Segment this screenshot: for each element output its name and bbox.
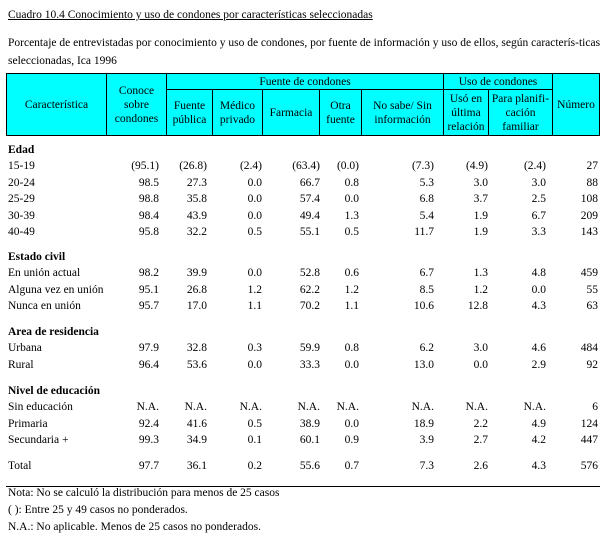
cell-medico-privado: 0.0 <box>247 358 262 371</box>
cell-no-sabe: (7.3) <box>411 160 434 172</box>
row-label: Alguna vez en unión <box>8 283 104 296</box>
cell-no-sabe: 8.5 <box>419 283 434 296</box>
cell-planificacion: N.A. <box>523 401 546 413</box>
cell-planificacion: 3.0 <box>531 176 546 189</box>
section-heading: Nivel de educación <box>8 385 100 397</box>
row-label: Secundaria + <box>8 434 69 446</box>
cell-medico-privado: 0.2 <box>247 460 262 472</box>
cell-fuente-publica: 34.9 <box>186 434 207 446</box>
cell-no-sabe: 6.8 <box>419 193 434 205</box>
footnote: N.A.: No aplicable. Menos de 25 casos no ponderados. <box>8 521 261 533</box>
cell-otra-fuente: 0.0 <box>344 193 359 205</box>
cell-no-sabe: 13.0 <box>413 358 434 371</box>
cell-otra-fuente: 1.3 <box>344 209 359 222</box>
cell-planificacion: (2.4) <box>523 160 546 172</box>
cell-medico-privado: 1.2 <box>247 283 262 296</box>
cell-conoce: 97.9 <box>138 342 159 354</box>
cell-farmacia: 66.7 <box>299 176 320 189</box>
section-heading: Edad <box>8 144 35 156</box>
cell-conoce: (95.1) <box>131 160 159 172</box>
cell-uso-ultima: 1.9 <box>473 226 488 238</box>
row-label: 40-49 <box>8 226 35 238</box>
cell-medico-privado: 0.5 <box>247 417 262 430</box>
cell-conoce: 98.4 <box>138 209 159 222</box>
cell-conoce: 92.4 <box>138 417 159 430</box>
cell-numero: 459 <box>580 267 598 279</box>
cell-numero: 92 <box>586 358 598 371</box>
cell-planificacion: 2.5 <box>531 193 546 205</box>
cell-otra-fuente: 0.7 <box>344 460 359 472</box>
cell-fuente-publica: N.A. <box>184 401 207 413</box>
header-no-sabe: No sabe/ Sin información <box>362 90 444 135</box>
cell-medico-privado: 0.0 <box>247 267 262 279</box>
cell-farmacia: 33.3 <box>299 358 320 371</box>
cell-planificacion: 4.3 <box>531 300 546 312</box>
cell-farmacia: (63.4) <box>292 160 320 172</box>
cell-planificacion: 4.6 <box>531 342 546 354</box>
cell-fuente-publica: 17.0 <box>186 300 207 312</box>
cell-conoce: 98.5 <box>138 176 159 189</box>
header-numero: Número <box>557 98 595 111</box>
cell-fuente-publica: 41.6 <box>186 417 207 430</box>
cell-planificacion: 4.9 <box>531 417 546 430</box>
cell-no-sabe: 18.9 <box>413 417 434 430</box>
cell-fuente-publica: 35.8 <box>186 193 207 205</box>
cell-uso-ultima: N.A. <box>465 401 488 413</box>
cell-farmacia: 57.4 <box>299 193 320 205</box>
cell-uso-ultima: 3.0 <box>473 176 488 189</box>
table-title: Cuadro 10.4 Conocimiento y uso de condones por características seleccionadas <box>8 9 373 21</box>
cell-uso-ultima: 2.2 <box>473 417 488 430</box>
cell-otra-fuente: 0.0 <box>344 417 359 430</box>
cell-planificacion: 3.3 <box>531 226 546 238</box>
cell-fuente-publica: 27.3 <box>186 176 207 189</box>
footnote: ( ): Entre 25 y 49 casos no ponderados. <box>8 504 188 516</box>
cell-conoce: 95.1 <box>138 283 159 296</box>
cell-fuente-publica: 53.6 <box>186 358 207 371</box>
footnote: Nota: No se calculó la distribución para menos de 25 casos <box>8 487 280 499</box>
cell-uso-ultima: 12.8 <box>467 300 488 312</box>
cell-otra-fuente: 0.5 <box>344 226 359 238</box>
cell-numero: 108 <box>580 193 598 205</box>
table-subtitle: Porcentaje de entrevistadas por conocimiento y uso de condones, por fuente de información y uso de ellos, según caracterís-ticas seleccionadas, Ica 1996 <box>8 37 601 67</box>
cell-medico-privado: 0.0 <box>247 176 262 189</box>
cell-medico-privado: 0.5 <box>247 226 262 238</box>
header-uso-group: Uso de condones <box>444 74 553 89</box>
cell-farmacia: 70.2 <box>299 300 320 312</box>
cell-conoce: 98.2 <box>138 267 159 279</box>
cell-conoce: 99.3 <box>138 434 159 446</box>
cell-otra-fuente: 0.8 <box>344 342 359 354</box>
cell-conoce: 97.7 <box>138 460 159 472</box>
cell-conoce: 98.8 <box>138 193 159 205</box>
section-heading: Area de residencia <box>8 326 99 338</box>
row-label: Total <box>8 460 32 472</box>
cell-numero: 6 <box>592 401 598 413</box>
cell-uso-ultima: (4.9) <box>465 160 488 172</box>
cell-numero: 484 <box>580 342 598 354</box>
header-fuente-group: Fuente de condones <box>167 74 444 89</box>
cell-farmacia: 38.9 <box>299 417 320 430</box>
table-header <box>6 73 600 136</box>
cell-numero: 27 <box>586 160 598 172</box>
cell-conoce: 96.4 <box>138 358 159 371</box>
header-medico-privado: Médico privado <box>213 90 263 135</box>
cell-otra-fuente: 1.1 <box>344 300 359 312</box>
cell-uso-ultima: 0.0 <box>473 358 488 371</box>
row-label: 30-39 <box>8 209 35 222</box>
cell-fuente-publica: 39.9 <box>186 267 207 279</box>
cell-uso-ultima: 1.9 <box>473 209 488 222</box>
cell-numero: 143 <box>580 226 598 238</box>
cell-uso-ultima: 3.7 <box>473 193 488 205</box>
cell-farmacia: N.A. <box>297 401 320 413</box>
cell-farmacia: 60.1 <box>299 434 320 446</box>
cell-fuente-publica: 26.8 <box>186 283 207 296</box>
cell-planificacion: 4.8 <box>531 267 546 279</box>
cell-planificacion: 4.2 <box>531 434 546 446</box>
cell-conoce: 95.8 <box>138 226 159 238</box>
cell-numero: 124 <box>580 417 598 430</box>
cell-planificacion: 2.9 <box>531 358 546 371</box>
cell-farmacia: 55.6 <box>299 460 320 472</box>
row-label: 20-24 <box>8 176 35 189</box>
header-conoce: Conoce sobre condones <box>107 74 167 135</box>
header-planificacion: Para planifi-cación familiar <box>489 90 553 135</box>
cell-planificacion: 0.0 <box>531 283 546 296</box>
cell-numero: 55 <box>586 283 598 296</box>
cell-uso-ultima: 2.7 <box>473 434 488 446</box>
cell-no-sabe: 5.3 <box>419 176 434 189</box>
cell-fuente-publica: 36.1 <box>186 460 207 472</box>
cell-medico-privado: N.A. <box>239 401 262 413</box>
cell-otra-fuente: 0.9 <box>344 434 359 446</box>
cell-medico-privado: (2.4) <box>239 160 262 172</box>
cell-otra-fuente: 0.8 <box>344 176 359 189</box>
cell-otra-fuente: 1.2 <box>344 283 359 296</box>
cell-numero: 209 <box>580 209 598 222</box>
cell-no-sabe: 7.3 <box>419 460 434 472</box>
cell-fuente-publica: 32.8 <box>186 342 207 354</box>
cell-farmacia: 59.9 <box>299 342 320 354</box>
cell-conoce: N.A. <box>136 401 159 413</box>
header-fuente-publica: Fuente pública <box>167 90 213 135</box>
cell-otra-fuente: (0.0) <box>336 160 359 172</box>
header-otra-fuente: Otra fuente <box>320 90 362 135</box>
cell-fuente-publica: 32.2 <box>186 226 207 238</box>
row-label: 25-29 <box>8 193 35 205</box>
row-label: Rural <box>8 358 34 371</box>
section-heading: Estado civil <box>8 251 66 263</box>
cell-fuente-publica: (26.8) <box>179 160 207 172</box>
header-caracteristica: Característica <box>7 74 107 135</box>
cell-farmacia: 55.1 <box>299 226 320 238</box>
cell-farmacia: 62.2 <box>299 283 320 296</box>
row-label: Primaria <box>8 417 48 430</box>
cell-planificacion: 6.7 <box>531 209 546 222</box>
cell-farmacia: 52.8 <box>299 267 320 279</box>
header-uso-ultima: Usó en última relación <box>444 90 489 135</box>
cell-medico-privado: 1.1 <box>247 300 262 312</box>
cell-medico-privado: 0.3 <box>247 342 262 354</box>
header-farmacia: Farmacia <box>263 90 320 135</box>
cell-no-sabe: 6.2 <box>419 342 434 354</box>
cell-numero: 447 <box>580 434 598 446</box>
cell-no-sabe: 5.4 <box>419 209 434 222</box>
row-label: Sin educación <box>8 401 73 413</box>
cell-uso-ultima: 1.3 <box>473 267 488 279</box>
cell-uso-ultima: 2.6 <box>473 460 488 472</box>
row-label: Nunca en unión <box>8 300 81 312</box>
cell-numero: 88 <box>586 176 598 189</box>
cell-numero: 63 <box>586 300 598 312</box>
row-label: En unión actual <box>8 267 81 279</box>
cell-uso-ultima: 1.2 <box>473 283 488 296</box>
cell-no-sabe: N.A. <box>411 401 434 413</box>
cell-otra-fuente: 0.0 <box>344 358 359 371</box>
cell-planificacion: 4.3 <box>531 460 546 472</box>
cell-medico-privado: 0.0 <box>247 209 262 222</box>
row-label: Urbana <box>8 342 42 354</box>
cell-otra-fuente: 0.6 <box>344 267 359 279</box>
cell-no-sabe: 11.7 <box>414 226 434 238</box>
cell-no-sabe: 10.6 <box>413 300 434 312</box>
cell-uso-ultima: 3.0 <box>473 342 488 354</box>
cell-medico-privado: 0.1 <box>247 434 262 446</box>
cell-farmacia: 49.4 <box>299 209 320 222</box>
cell-numero: 576 <box>580 460 598 472</box>
cell-medico-privado: 0.0 <box>247 193 262 205</box>
row-label: 15-19 <box>8 160 35 172</box>
cell-fuente-publica: 43.9 <box>186 209 207 222</box>
cell-otra-fuente: N.A. <box>336 401 359 413</box>
cell-conoce: 95.7 <box>138 300 159 312</box>
cell-no-sabe: 3.9 <box>419 434 434 446</box>
cell-no-sabe: 6.7 <box>419 267 434 279</box>
